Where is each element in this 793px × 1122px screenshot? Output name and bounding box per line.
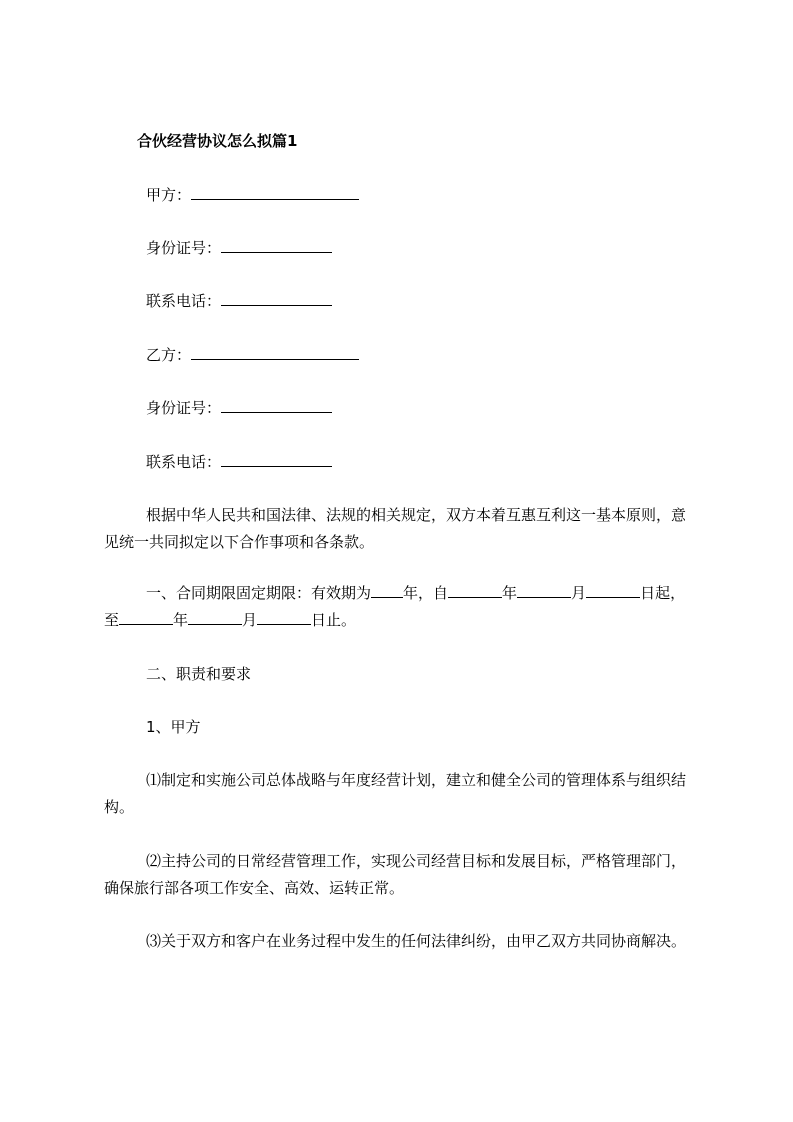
party-b-name-row xyxy=(146,345,359,365)
document-title: 合伙经营协议怎么拟篇1 xyxy=(137,132,298,150)
end-year-label: 年 xyxy=(173,611,189,629)
party-b-id-blank xyxy=(221,398,332,413)
start-day-label: 日起，至 xyxy=(104,584,686,629)
party-a-id-label: 身份证号： xyxy=(146,239,222,257)
subsection-1-heading: 1、甲方 xyxy=(146,718,201,736)
start-month-blank xyxy=(517,583,571,598)
party-a-phone-label: 联系电话： xyxy=(146,292,222,310)
party-b-phone-row xyxy=(146,452,332,472)
start-year-label: 年 xyxy=(502,584,518,602)
term-year-label: 年，自 xyxy=(403,584,449,602)
party-b-id-label: 身份证号： xyxy=(146,399,222,417)
start-year-blank xyxy=(448,583,502,598)
item-1: ⑴制定和实施公司总体战略与年度经营计划，建立和健全公司的管理体系与组织结构。 xyxy=(104,771,687,816)
party-a-phone-row xyxy=(146,291,332,311)
party-b-name-blank xyxy=(191,345,359,360)
end-month-label: 月 xyxy=(242,611,258,629)
party-a-name-row xyxy=(146,185,359,205)
party-a-name-blank xyxy=(191,185,359,200)
party-a-id-row xyxy=(146,238,332,258)
item-3: ⑶关于双方和客户在业务过程中发生的任何法律纠纷，由甲乙双方共同协商解决。 xyxy=(146,932,687,950)
item-2: ⑵主持公司的日常经营管理工作，实现公司经营目标和发展目标，严格管理部门，确保旅行部各项工作安全、高效、运转正常。 xyxy=(104,852,687,897)
term-paragraph xyxy=(104,580,694,634)
end-year-blank xyxy=(119,610,173,625)
party-a-phone-blank xyxy=(221,291,332,306)
term-lead: 一、合同期限固定期限：有效期为 xyxy=(146,584,372,602)
section-2-heading: 二、职责和要求 xyxy=(146,665,252,683)
party-b-phone-blank xyxy=(221,452,332,467)
party-a-name-label: 甲方： xyxy=(146,186,192,204)
end-month-blank xyxy=(188,610,242,625)
start-day-blank xyxy=(586,583,640,598)
party-a-id-blank xyxy=(221,238,332,253)
party-b-id-row xyxy=(146,398,332,418)
term-duration-blank xyxy=(371,583,403,598)
end-day-blank xyxy=(257,610,311,625)
party-b-name-label: 乙方： xyxy=(146,346,192,364)
intro-paragraph: 根据中华人民共和国法律、法规的相关规定，双方本着互惠互利这一基本原则，意见统一共同拟定以下合作事项和各条款。 xyxy=(104,506,687,551)
end-day-label: 日止。 xyxy=(311,611,357,629)
party-b-phone-label: 联系电话： xyxy=(146,453,222,471)
start-month-label: 月 xyxy=(571,584,587,602)
